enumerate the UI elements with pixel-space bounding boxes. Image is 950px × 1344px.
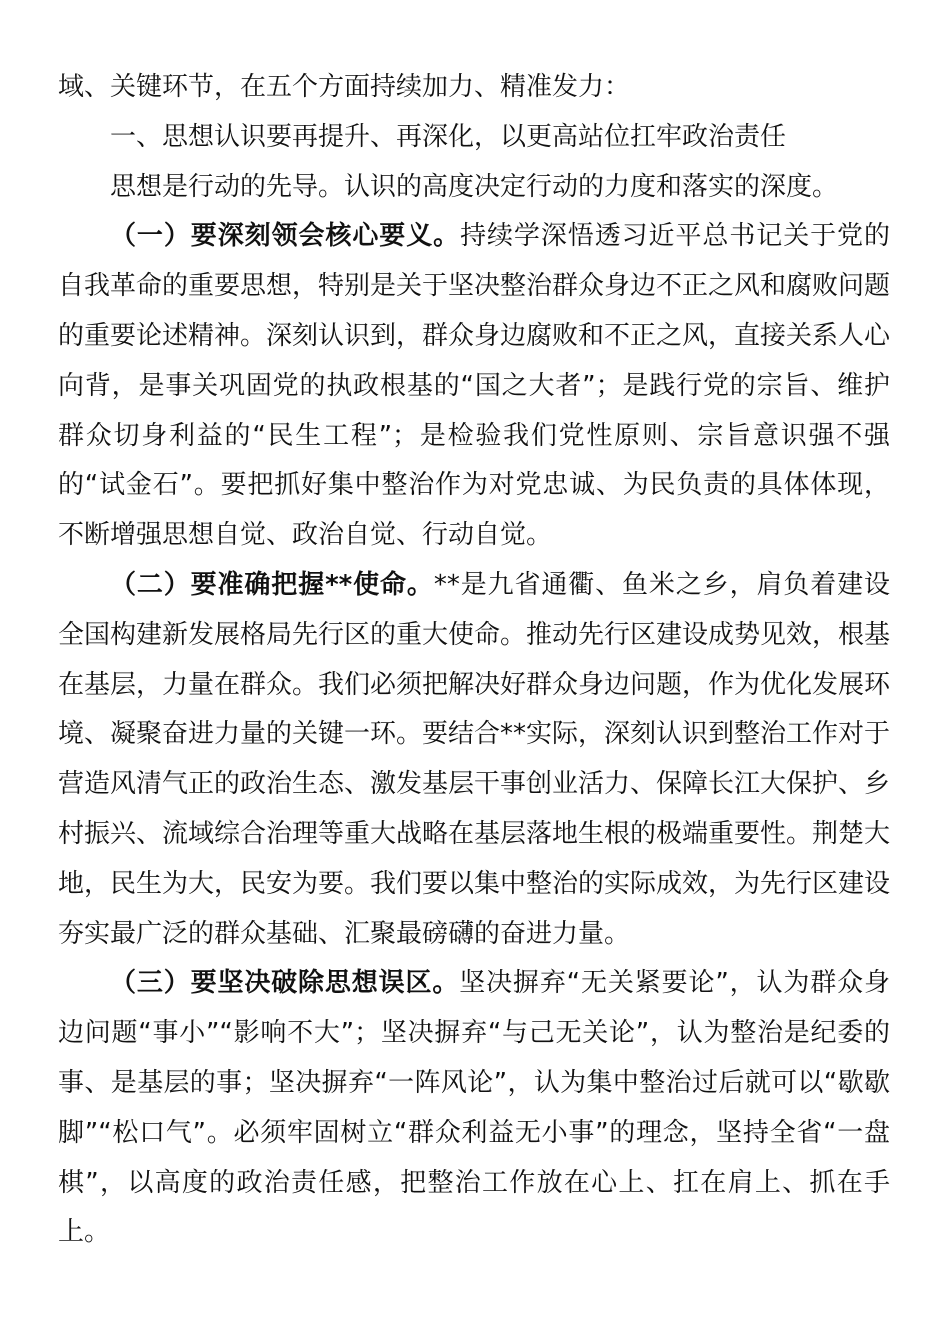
paragraph-3-title: （三）要坚决破除思想误区。: [110, 968, 460, 999]
paragraph-3-body: 坚决摒弃“无关紧要论”，认为群众身边问题“事小”“影响不大”；坚决摒弃“与己无关论”，认为整治是纪委的事、是基层的事；坚决摒弃“一阵风论”，认为集中整治过后就可以“歇歇脚”“松口气”。必须牢固树立“群众利益无小事”的理念，坚持全省“一盘棋”，以高度的政治责任感，把整治工作放在心上、扛在肩上、抓在手上。: [58, 968, 890, 1248]
paragraph-2-body: **是九省通衢、鱼米之乡，肩负着建设全国构建新发展格局先行区的重大使命。推动先行区建设成势见效，根基在基层，力量在群众。我们必须把解决好群众身边问题，作为优化发展环境、凝聚奋进力量的关键一环。要结合**实际，深刻认识到整治工作对于营造风清气正的政治生态、激发基层干事创业活力、保障长江大保护、乡村振兴、流域综合治理等重大战略在基层落地生根的极端重要性。荆楚大地，民生为大，民安为要。我们要以集中整治的实际成效，为先行区建设夯实最广泛的群众基础、汇聚最磅礴的奋进力量。: [58, 569, 891, 949]
paragraph-1-body: 持续学深悟透习近平总书记关于党的自我革命的重要思想，特别是关于坚决整治群众身边不正之风和腐败问题的重要论述精神。深刻认识到，群众身边腐败和不正之风，直接关系人心向背，是事关巩固党的执政根基的“国之大者”；是践行党的宗旨、维护群众切身利益的“民生工程”；是检验我们党性原则、宗旨意识强不强的“试金石”。要把抓好集中整治作为对党忠诚、为民负责的具体体现，不断增强思想自觉、政治自觉、行动自觉。: [58, 221, 891, 551]
continuation-text: 域、关键环节，在五个方面持续加力、精准发力：: [58, 72, 631, 102]
paragraph-2: [58, 561, 890, 959]
section-intro: 思想是行动的先导。认识的高度决定行动的力度和落实的深度。: [110, 171, 839, 202]
paragraph-1-title: （一）要深刻领会核心要义。: [110, 221, 461, 252]
paragraph-2-title: （二）要准确把握**使命。: [110, 569, 434, 600]
paragraph-1: [58, 212, 890, 561]
section-heading: 一、思想认识要再提升、再深化，以更高站位扛牢政治责任: [110, 121, 787, 152]
paragraph-3: [58, 959, 890, 1258]
document-page: [58, 63, 890, 1258]
